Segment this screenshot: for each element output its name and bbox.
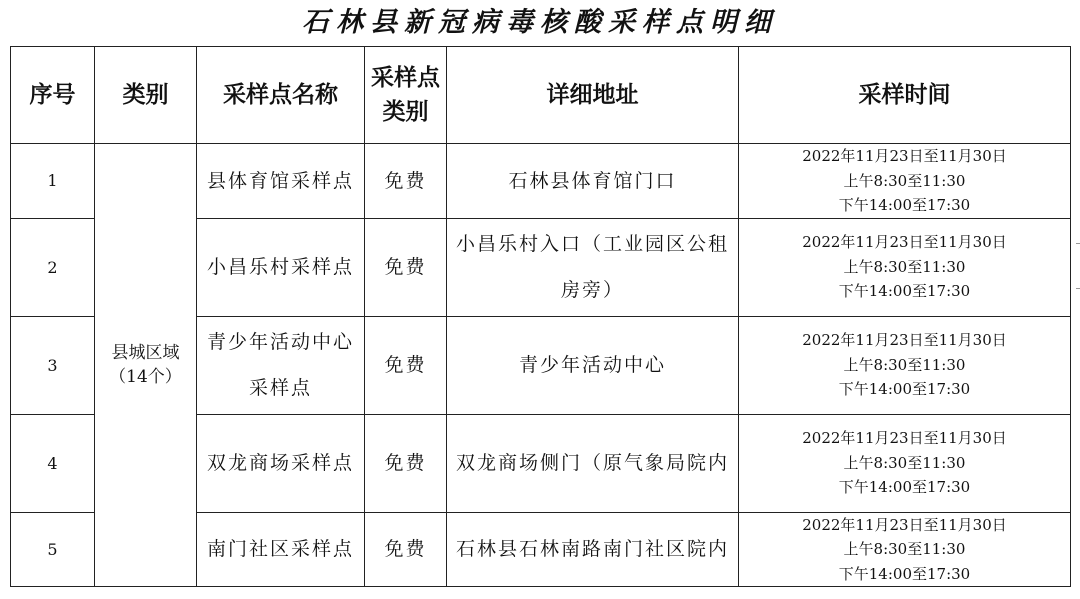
- sampling-sites-table: [10, 46, 1071, 587]
- time-line: 上午8:30至11:30: [843, 171, 966, 190]
- document-title: 石林县新冠病毒核酸采样点明细: [302, 7, 778, 38]
- time-line: 上午8:30至11:30: [843, 453, 966, 472]
- site-type: 免费: [365, 218, 447, 316]
- site-address: 小昌乐村入口（工业园区公租房旁）: [447, 218, 739, 316]
- time-line: 下午14:00至17:30: [838, 564, 971, 583]
- row-number: 4: [11, 414, 95, 512]
- table-row: [11, 144, 1071, 219]
- time-line: 2022年11月23日至11月30日: [802, 147, 1007, 165]
- site-type: 免费: [365, 316, 447, 414]
- time-line: 下午14:00至17:30: [838, 196, 971, 214]
- edge-mark: [1076, 288, 1080, 289]
- site-name: 青少年活动中心采样点: [197, 316, 365, 414]
- site-type: 免费: [365, 512, 447, 587]
- time-line: 下午14:00至17:30: [838, 478, 971, 497]
- site-address: 双龙商场侧门（原气象局院内: [447, 414, 739, 512]
- header-category: 类别: [95, 47, 197, 144]
- time-line: 2022年11月23日至11月30日: [802, 331, 1007, 350]
- site-time: [739, 144, 1071, 219]
- header-site-name: 采样点名称: [197, 47, 365, 144]
- header-no: 序号: [11, 47, 95, 144]
- row-number: 2: [11, 218, 95, 316]
- time-line: 2022年11月23日至11月30日: [802, 429, 1007, 448]
- time-line: 下午14:00至17:30: [838, 282, 971, 301]
- site-name: 南门社区采样点: [197, 512, 365, 587]
- edge-mark: [1076, 243, 1080, 244]
- site-address: 青少年活动中心: [447, 316, 739, 414]
- site-name: 双龙商场采样点: [197, 414, 365, 512]
- row-number: 3: [11, 316, 95, 414]
- site-type: 免费: [365, 144, 447, 219]
- time-line: 上午8:30至11:30: [843, 257, 966, 276]
- header-site-type: 采样点类别: [365, 47, 447, 144]
- site-address: 石林县体育馆门口: [447, 144, 739, 219]
- category-cell: [95, 144, 197, 587]
- time-line: 上午8:30至11:30: [843, 540, 966, 558]
- site-time: [739, 316, 1071, 414]
- site-name: 小昌乐村采样点: [197, 218, 365, 316]
- time-line: 下午14:00至17:30: [838, 380, 971, 399]
- row-number: 5: [11, 512, 95, 587]
- table-header-row: [11, 47, 1071, 144]
- site-time: [739, 414, 1071, 512]
- header-address: 详细地址: [447, 47, 739, 144]
- category-count: （14个）: [109, 367, 182, 387]
- site-time: [739, 218, 1071, 316]
- category-name: 县城区域: [111, 343, 180, 363]
- time-line: 2022年11月23日至11月30日: [802, 515, 1007, 534]
- site-name: 县体育馆采样点: [197, 144, 365, 219]
- time-line: 2022年11月23日至11月30日: [802, 233, 1007, 252]
- site-time: [739, 512, 1071, 587]
- site-type: 免费: [365, 414, 447, 512]
- header-time: 采样时间: [739, 47, 1071, 144]
- time-line: 上午8:30至11:30: [843, 355, 966, 374]
- row-number: 1: [11, 144, 95, 219]
- site-address: 石林县石林南路南门社区院内: [447, 512, 739, 587]
